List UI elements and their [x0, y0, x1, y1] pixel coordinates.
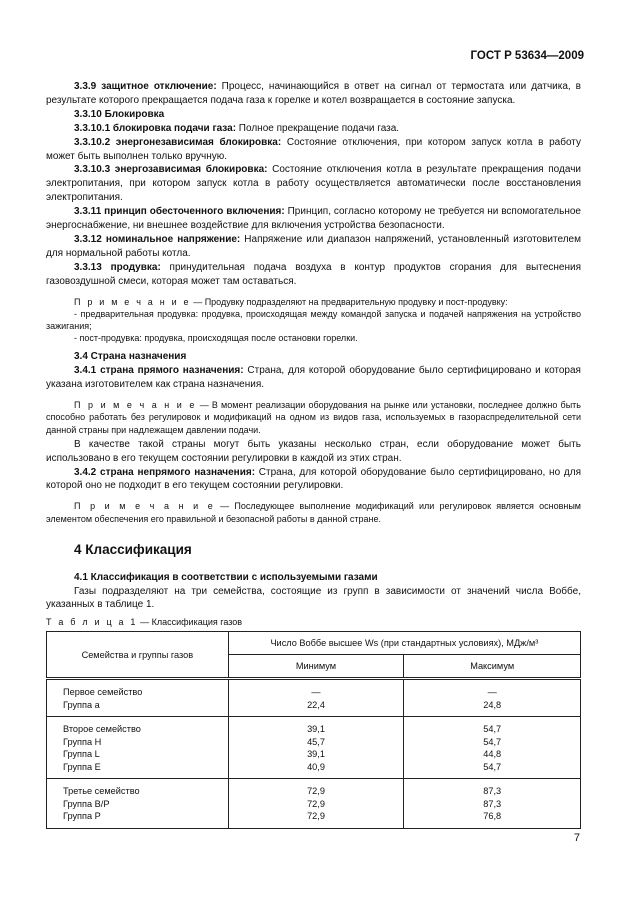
cell-min-line: 39,1 [307, 749, 325, 759]
cell-max-line: 54,7 [483, 761, 502, 772]
cell-min-line: — [311, 687, 321, 697]
clause-3-3-10-1: 3.3.10.1 блокировка подачи газа: Полное прекращение подачи газа. [74, 122, 400, 134]
section-4-1-heading: 4.1 Классификация в соответствии с используемыми газами [74, 571, 378, 583]
table-row [47, 779, 581, 829]
table-body [47, 679, 581, 829]
clause-3-3-10: 3.3.10 Блокировка [74, 108, 165, 120]
cell-min-line: 22,4 [307, 699, 325, 710]
cell-max-line: 54,7 [483, 736, 502, 747]
note-direct-country: П р и м е ч а н и е — В момент реализации оборудования на рынке или установки, последнее должно быть способно работать без регулировок и модификаций на одном из видов газа, используемых в газораспределительной сети данной страны при надлежащем давлении подачи. [46, 400, 581, 435]
cell-max-line: 24,8 [483, 699, 502, 710]
cell-min-line: 72,9 [307, 786, 325, 796]
cell-min-line: 45,7 [307, 736, 325, 747]
clause-3-3-9: 3.3.9 защитное отключение: Процесс, начинающийся в ответ на сигнал от термостата или датчика, в результате которого прекращается подача газа к горелке и котел возвращается в состояние запуска. [46, 81, 581, 106]
cell-min-line: 39,1 [307, 724, 325, 734]
cell-group-line: Группа L [63, 749, 100, 759]
cell-max-line: 87,3 [483, 786, 502, 796]
cell-max-line: 76,8 [483, 811, 502, 821]
clause-4-1-text: Газы подразделяют на три семейства, состоящие из групп в зависимости от значений числа Воббе, указанных в таблице 1. [46, 585, 581, 611]
cell-max-line: 44,8 [483, 749, 502, 759]
note-purge: П р и м е ч а н и е — Продувку подразделяют на предварительную продувку и пост-продувку: [74, 296, 508, 307]
column-header-max: Максимум [404, 655, 581, 679]
column-header-min: Минимум [228, 655, 404, 679]
clause-3-3-10-2: 3.3.10.2 энергонезависимая блокировка: Состояние отключения, при котором запуск котла в работу может быть выполнен только вручную. [46, 136, 581, 162]
page-number: 7 [573, 832, 580, 844]
cell-max-line: — [487, 687, 497, 697]
standard-header: ГОСТ Р 53634—2009 [470, 50, 584, 62]
cell-max [404, 679, 581, 717]
cell-group-line: Группа Р [63, 811, 101, 821]
cell-group [47, 679, 229, 717]
gas-classification-table [46, 631, 581, 829]
cell-min-line: 40,9 [307, 761, 325, 772]
note-purge-item-1: - предварительная продувка: продувка, происходящая между командой запуска и подачей напряжения на устройство зажигания; [46, 308, 581, 331]
document-body [46, 80, 581, 612]
section-3-4-heading: 3.4 Страна назначения [74, 351, 187, 363]
cell-group-line: Группа а [63, 699, 100, 710]
section-4-heading: 4 Классификация [74, 541, 192, 557]
note-indirect-country: П р и м е ч а н и е — Последующее выполнение модификаций или регулировок является основным элементом обеспечения его правильной и безопасной работы в данной стране. [46, 501, 581, 524]
cell-min [228, 779, 404, 829]
cell-max [404, 779, 581, 829]
cell-group [47, 779, 229, 829]
table-caption: Т а б л и ц а 1 — Классификация газов [46, 617, 243, 627]
cell-group [47, 717, 229, 779]
cell-min-line: 72,9 [307, 811, 325, 821]
clause-3-4-1: 3.4.1 страна прямого назначения: Страна, для которой оборудование было сертифицировано и которая указана изготовителем как страна назначения. [46, 365, 581, 391]
column-header-wobbe: Число Воббе высшее Ws (при стандартных условиях), МДж/м³ [228, 632, 580, 655]
cell-max-line: 54,7 [483, 724, 502, 734]
cell-group-line: Группа Н [63, 736, 102, 747]
note-purge-item-2: - пост-продувка: продувка, происходящая после остановки горелки. [74, 333, 358, 344]
cell-max-line: 87,3 [483, 798, 502, 809]
clause-3-3-10-3: 3.3.10.3 энергозависимая блокировка: Состояние отключения котла в результате прекращения подачи электропитания, при котором запуск котла в работу осуществляется автоматически после восстановления электропитания. [46, 164, 581, 204]
table-row [47, 679, 581, 717]
column-header-groups: Семейства и группы газов [47, 632, 229, 679]
cell-group-line: Группа Е [63, 761, 101, 772]
cell-min [228, 717, 404, 779]
clause-3-4-1-extra: В качестве такой страны могут быть указаны несколько стран, если оборудование может быть использовано в его текущем состоянии регулировки в каждой из этих стран. [46, 438, 581, 464]
cell-group-line: Первое семейство [63, 687, 143, 697]
cell-min-line: 72,9 [307, 798, 325, 809]
cell-max [404, 717, 581, 779]
clause-3-3-13: 3.3.13 продувка: принудительная подача воздуха в контур продуктов сгорания для вытеснения газовоздушной смеси, которая может там оставаться. [46, 261, 581, 287]
cell-group-line: Группа В/Р [63, 798, 110, 809]
cell-group-line: Второе семейство [63, 724, 141, 734]
table-row [47, 717, 581, 779]
clause-3-3-11: 3.3.11 принцип обесточенного включения: Принцип, согласно которому не требуется ни вспомогательное энергоснабжение, ни внешнее воздействие для включения устройства безопасности. [46, 206, 581, 232]
cell-min [228, 679, 404, 717]
clause-3-4-2: 3.4.2 страна непрямого назначения: Страна, для которой оборудование было сертифицировано, но для которой оно не подходит в его текущем состоянии регулировки. [46, 466, 581, 492]
clause-3-3-12: 3.3.12 номинальное напряжение: Напряжение или диапазон напряжений, установленный изготовителем для нормальной работы котла. [46, 233, 581, 259]
cell-group-line: Третье семейство [63, 786, 140, 796]
